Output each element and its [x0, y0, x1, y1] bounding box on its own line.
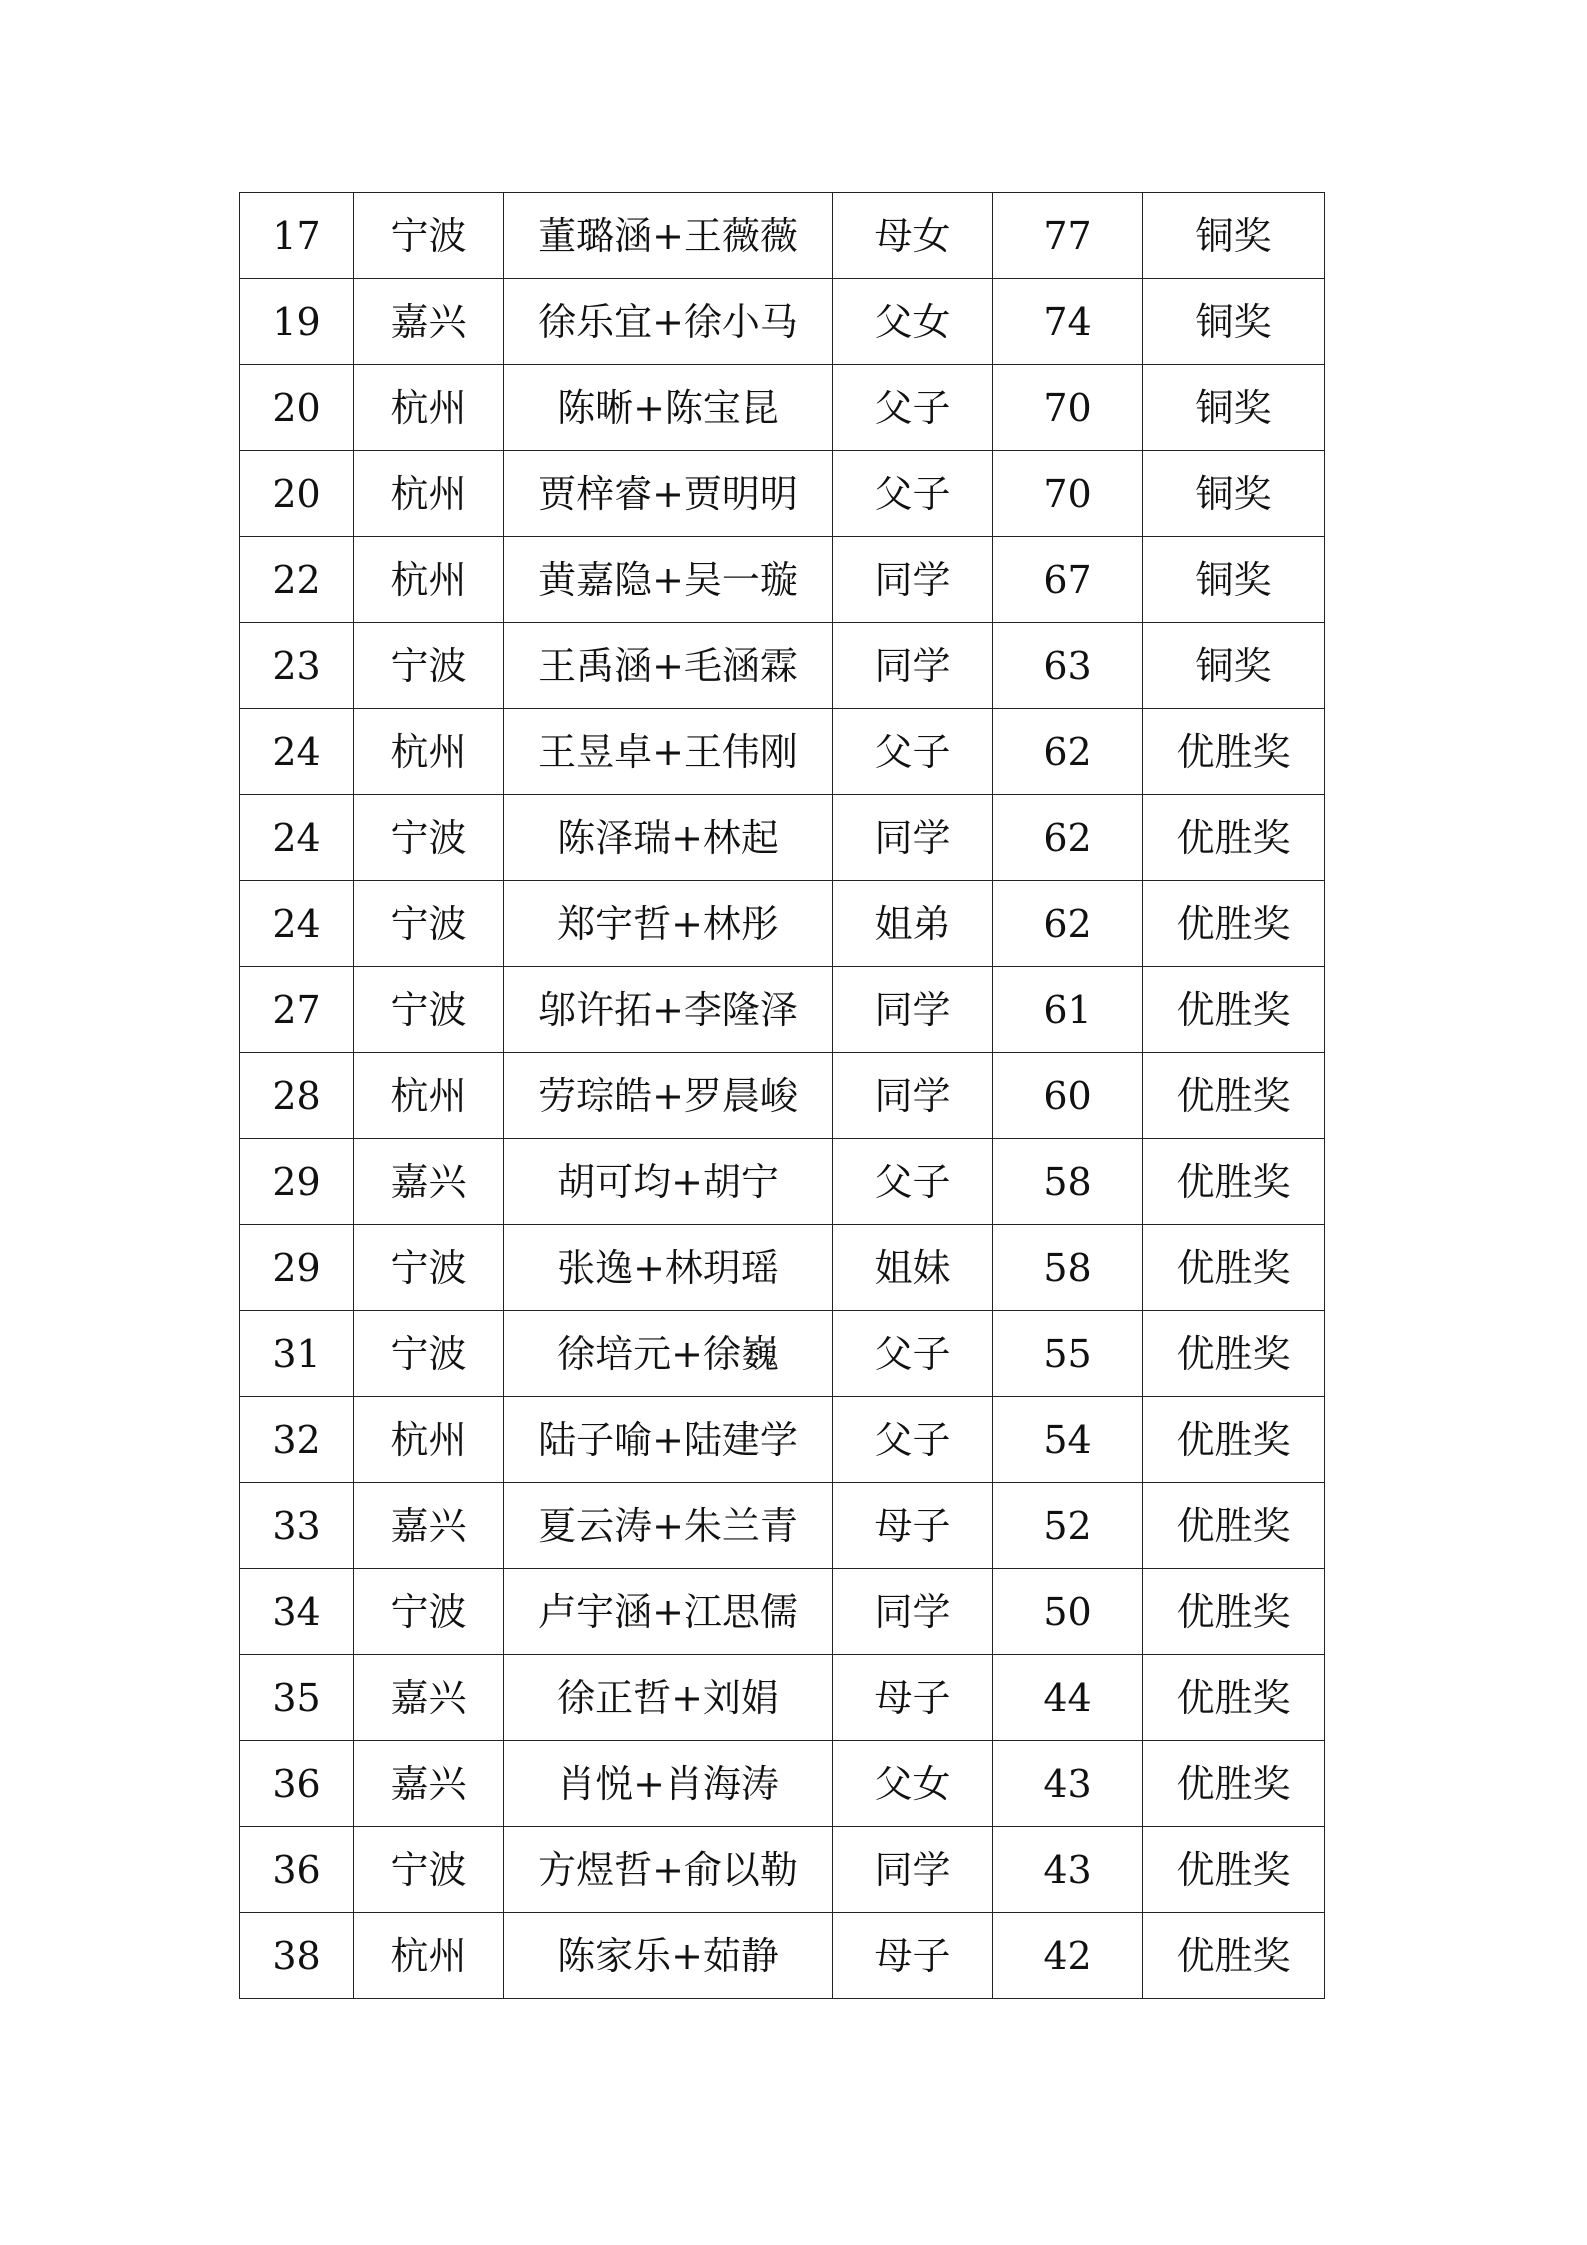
rank-cell: 33	[240, 1483, 354, 1569]
table-row	[240, 1655, 1325, 1741]
table-row	[240, 193, 1325, 279]
names-cell: 王禹涵+毛涵霖	[504, 623, 833, 709]
award-cell: 优胜奖	[1143, 1397, 1325, 1483]
results-table	[239, 192, 1325, 1999]
names-cell: 陈泽瑞+林起	[504, 795, 833, 881]
names-cell: 徐正哲+刘娟	[504, 1655, 833, 1741]
score-cell: 55	[993, 1311, 1143, 1397]
relation-cell: 父子	[833, 1311, 993, 1397]
score-cell: 62	[993, 881, 1143, 967]
names-cell: 陈家乐+茹静	[504, 1913, 833, 1999]
relation-cell: 父子	[833, 365, 993, 451]
city-cell: 宁波	[354, 193, 504, 279]
score-cell: 62	[993, 709, 1143, 795]
relation-cell: 同学	[833, 1827, 993, 1913]
relation-cell: 同学	[833, 537, 993, 623]
rank-cell: 24	[240, 795, 354, 881]
relation-cell: 姐弟	[833, 881, 993, 967]
award-cell: 铜奖	[1143, 279, 1325, 365]
rank-cell: 31	[240, 1311, 354, 1397]
names-cell: 方煜哲+俞以勒	[504, 1827, 833, 1913]
city-cell: 宁波	[354, 623, 504, 709]
table-row	[240, 1139, 1325, 1225]
award-cell: 优胜奖	[1143, 881, 1325, 967]
score-cell: 50	[993, 1569, 1143, 1655]
table-row	[240, 881, 1325, 967]
award-cell: 优胜奖	[1143, 1827, 1325, 1913]
city-cell: 嘉兴	[354, 1139, 504, 1225]
city-cell: 杭州	[354, 1397, 504, 1483]
names-cell: 董璐涵+王薇薇	[504, 193, 833, 279]
score-cell: 70	[993, 451, 1143, 537]
rank-cell: 27	[240, 967, 354, 1053]
table-row	[240, 967, 1325, 1053]
city-cell: 宁波	[354, 967, 504, 1053]
score-cell: 43	[993, 1827, 1143, 1913]
award-cell: 优胜奖	[1143, 967, 1325, 1053]
rank-cell: 17	[240, 193, 354, 279]
table-row	[240, 365, 1325, 451]
score-cell: 67	[993, 537, 1143, 623]
relation-cell: 姐妹	[833, 1225, 993, 1311]
names-cell: 胡可均+胡宁	[504, 1139, 833, 1225]
city-cell: 宁波	[354, 1225, 504, 1311]
table-row	[240, 451, 1325, 537]
names-cell: 贾梓睿+贾明明	[504, 451, 833, 537]
names-cell: 陆子喻+陆建学	[504, 1397, 833, 1483]
score-cell: 54	[993, 1397, 1143, 1483]
rank-cell: 20	[240, 451, 354, 537]
table-row	[240, 1053, 1325, 1139]
rank-cell: 36	[240, 1741, 354, 1827]
score-cell: 44	[993, 1655, 1143, 1741]
award-cell: 优胜奖	[1143, 795, 1325, 881]
score-cell: 77	[993, 193, 1143, 279]
award-cell: 铜奖	[1143, 365, 1325, 451]
table-row	[240, 537, 1325, 623]
names-cell: 夏云涛+朱兰青	[504, 1483, 833, 1569]
relation-cell: 同学	[833, 967, 993, 1053]
names-cell: 陈晰+陈宝昆	[504, 365, 833, 451]
relation-cell: 同学	[833, 795, 993, 881]
table-row	[240, 623, 1325, 709]
award-cell: 优胜奖	[1143, 1741, 1325, 1827]
rank-cell: 38	[240, 1913, 354, 1999]
award-cell: 铜奖	[1143, 193, 1325, 279]
rank-cell: 20	[240, 365, 354, 451]
rank-cell: 32	[240, 1397, 354, 1483]
award-cell: 优胜奖	[1143, 1225, 1325, 1311]
table-row	[240, 1827, 1325, 1913]
rank-cell: 29	[240, 1139, 354, 1225]
relation-cell: 父子	[833, 709, 993, 795]
score-cell: 74	[993, 279, 1143, 365]
city-cell: 杭州	[354, 451, 504, 537]
award-cell: 铜奖	[1143, 537, 1325, 623]
names-cell: 卢宇涵+江思儒	[504, 1569, 833, 1655]
results-table-body	[240, 193, 1325, 1999]
relation-cell: 父子	[833, 1139, 993, 1225]
city-cell: 杭州	[354, 1053, 504, 1139]
table-row	[240, 1311, 1325, 1397]
rank-cell: 28	[240, 1053, 354, 1139]
score-cell: 58	[993, 1225, 1143, 1311]
score-cell: 61	[993, 967, 1143, 1053]
table-row	[240, 279, 1325, 365]
score-cell: 62	[993, 795, 1143, 881]
rank-cell: 22	[240, 537, 354, 623]
award-cell: 优胜奖	[1143, 1053, 1325, 1139]
award-cell: 优胜奖	[1143, 1569, 1325, 1655]
city-cell: 嘉兴	[354, 1655, 504, 1741]
relation-cell: 同学	[833, 1569, 993, 1655]
relation-cell: 母子	[833, 1483, 993, 1569]
names-cell: 劳琮皓+罗晨峻	[504, 1053, 833, 1139]
city-cell: 宁波	[354, 1827, 504, 1913]
award-cell: 优胜奖	[1143, 1311, 1325, 1397]
city-cell: 宁波	[354, 795, 504, 881]
award-cell: 优胜奖	[1143, 1483, 1325, 1569]
rank-cell: 23	[240, 623, 354, 709]
relation-cell: 同学	[833, 1053, 993, 1139]
relation-cell: 母女	[833, 193, 993, 279]
names-cell: 徐乐宜+徐小马	[504, 279, 833, 365]
award-cell: 铜奖	[1143, 451, 1325, 537]
names-cell: 张逸+林玥瑶	[504, 1225, 833, 1311]
city-cell: 嘉兴	[354, 1483, 504, 1569]
names-cell: 王昱卓+王伟刚	[504, 709, 833, 795]
names-cell: 郑宇哲+林彤	[504, 881, 833, 967]
names-cell: 黄嘉隐+吴一璇	[504, 537, 833, 623]
city-cell: 宁波	[354, 1569, 504, 1655]
names-cell: 邬许拓+李隆泽	[504, 967, 833, 1053]
table-row	[240, 1225, 1325, 1311]
city-cell: 宁波	[354, 881, 504, 967]
table-row	[240, 1569, 1325, 1655]
relation-cell: 父女	[833, 1741, 993, 1827]
score-cell: 60	[993, 1053, 1143, 1139]
award-cell: 优胜奖	[1143, 709, 1325, 795]
relation-cell: 母子	[833, 1913, 993, 1999]
city-cell: 杭州	[354, 537, 504, 623]
city-cell: 杭州	[354, 709, 504, 795]
award-cell: 优胜奖	[1143, 1655, 1325, 1741]
award-cell: 优胜奖	[1143, 1913, 1325, 1999]
city-cell: 嘉兴	[354, 1741, 504, 1827]
rank-cell: 24	[240, 709, 354, 795]
rank-cell: 34	[240, 1569, 354, 1655]
award-cell: 优胜奖	[1143, 1139, 1325, 1225]
table-row	[240, 795, 1325, 881]
city-cell: 宁波	[354, 1311, 504, 1397]
score-cell: 70	[993, 365, 1143, 451]
relation-cell: 父子	[833, 451, 993, 537]
table-row	[240, 1397, 1325, 1483]
relation-cell: 母子	[833, 1655, 993, 1741]
table-row	[240, 709, 1325, 795]
table-row	[240, 1483, 1325, 1569]
score-cell: 43	[993, 1741, 1143, 1827]
names-cell: 肖悦+肖海涛	[504, 1741, 833, 1827]
score-cell: 58	[993, 1139, 1143, 1225]
table-row	[240, 1741, 1325, 1827]
relation-cell: 父子	[833, 1397, 993, 1483]
rank-cell: 35	[240, 1655, 354, 1741]
city-cell: 杭州	[354, 1913, 504, 1999]
rank-cell: 36	[240, 1827, 354, 1913]
city-cell: 嘉兴	[354, 279, 504, 365]
score-cell: 63	[993, 623, 1143, 709]
relation-cell: 同学	[833, 623, 993, 709]
names-cell: 徐培元+徐巍	[504, 1311, 833, 1397]
score-cell: 42	[993, 1913, 1143, 1999]
score-cell: 52	[993, 1483, 1143, 1569]
table-row	[240, 1913, 1325, 1999]
relation-cell: 父女	[833, 279, 993, 365]
rank-cell: 19	[240, 279, 354, 365]
rank-cell: 29	[240, 1225, 354, 1311]
rank-cell: 24	[240, 881, 354, 967]
city-cell: 杭州	[354, 365, 504, 451]
award-cell: 铜奖	[1143, 623, 1325, 709]
